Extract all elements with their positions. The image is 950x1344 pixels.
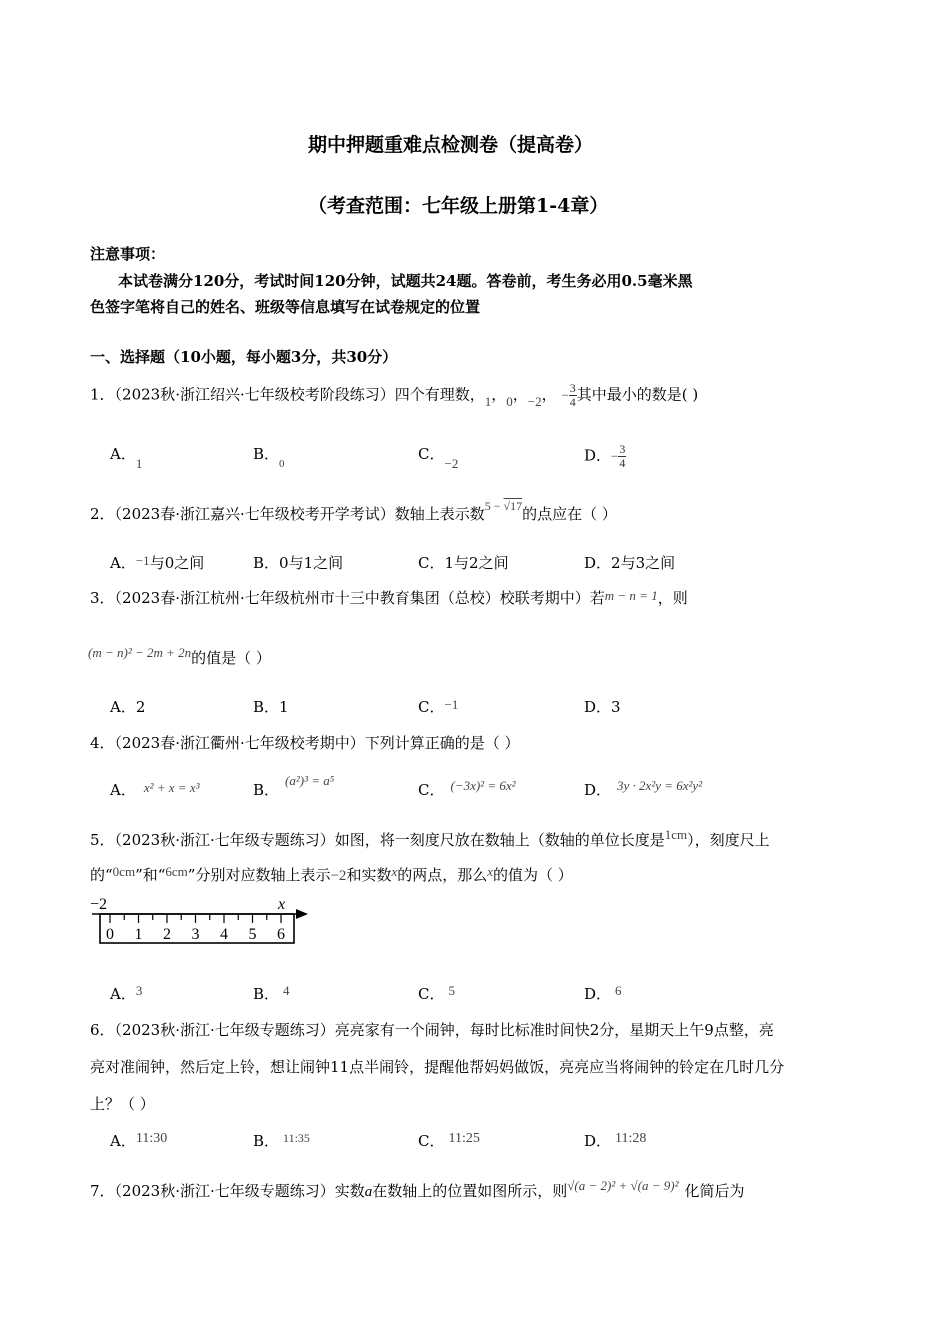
option-label: B． xyxy=(253,985,280,1003)
option-c[interactable] xyxy=(418,779,516,800)
option-a[interactable] xyxy=(110,983,142,1004)
math-expression: 11:35 xyxy=(283,1131,310,1145)
math-variable: a xyxy=(364,1184,373,1200)
math-expression: 6 xyxy=(615,983,622,998)
section-heading: 一、选择题（10小题，每小题3分，共30分） xyxy=(90,348,398,366)
option-a[interactable] xyxy=(110,443,143,471)
math-expression: 4 xyxy=(283,983,290,998)
ruler-tick-label: 5 xyxy=(248,926,257,943)
number-line-arrow xyxy=(296,909,308,919)
fraction xyxy=(618,443,626,470)
question-text: 的两点，那么 xyxy=(397,866,488,884)
fraction-denominator: 4 xyxy=(619,456,626,470)
option-label: D． xyxy=(584,781,612,799)
option-d[interactable]: D．2与3之间 xyxy=(584,554,676,572)
question-text: 3．（2023春·浙江杭州·七年级杭州市十三中教育集团（总校）校联考期中）若 xyxy=(90,589,605,607)
notice-line-2: 色签字笔将自己的姓名、班级等信息填写在试卷规定的位置 xyxy=(90,298,481,316)
option-label: C． xyxy=(418,1132,445,1150)
math-expression: x² + x = x³ xyxy=(143,780,200,795)
option-b[interactable] xyxy=(253,773,335,800)
option-a[interactable] xyxy=(110,552,204,573)
option-d[interactable] xyxy=(584,779,702,800)
math-expression: −2 xyxy=(330,868,347,884)
option-c[interactable] xyxy=(418,983,455,1004)
question-text: 的值为（ ） xyxy=(493,866,573,884)
math-expression: 11:28 xyxy=(615,1131,647,1146)
option-c[interactable] xyxy=(418,1130,480,1151)
ruler-tick-label: 3 xyxy=(191,926,200,943)
math-expression: 3y · 2x²y = 6x²y² xyxy=(617,778,703,793)
question-text: 的“ xyxy=(90,866,113,884)
option-c[interactable] xyxy=(418,696,458,717)
notice-line-1: 本试卷满分120分，考试时间120分钟，试题共24题。答卷前，考生务必用0.5毫米黑 xyxy=(118,272,693,290)
option-label: A． xyxy=(110,554,136,572)
option-a[interactable] xyxy=(110,1130,167,1151)
separator: ， xyxy=(512,385,528,404)
exam-title: 期中押题重难点检测卷（提高卷） xyxy=(308,134,594,156)
math-expression: 0 xyxy=(506,393,513,409)
fraction xyxy=(569,382,577,409)
question-text: 在数轴上的位置如图所示，则 xyxy=(372,1182,568,1200)
option-label: C． xyxy=(418,781,445,799)
option-label: D． xyxy=(584,1132,612,1150)
option-label: C． xyxy=(418,985,445,1003)
question-6-line-2: 亮对准闹钟，然后定上铃，想让闹钟11点半闹铃，提醒他帮妈妈做饭，亮亮应当将闹钟的铃定在几时几分 xyxy=(90,1058,785,1076)
math-term: √17 xyxy=(503,499,523,513)
option-b[interactable] xyxy=(253,443,285,470)
option-label: C． xyxy=(418,445,445,463)
question-text: 1．（2023秋·浙江绍兴·七年级校考阶段练习）四个有理数， xyxy=(90,385,485,404)
ruler-labels xyxy=(106,926,285,943)
fraction-numerator: 3 xyxy=(569,381,576,395)
option-text: 与0之间 xyxy=(149,554,205,572)
option-label: B． xyxy=(253,1132,280,1150)
question-text: ），刻度尺上 xyxy=(687,831,770,849)
question-tail: 的值是（ ） xyxy=(191,649,271,667)
question-1 xyxy=(90,382,698,409)
option-d[interactable] xyxy=(584,443,626,470)
option-label: B． xyxy=(253,445,280,463)
ruler-tick-label: 6 xyxy=(277,926,285,943)
math-expression: − xyxy=(561,387,569,403)
math-expression: 1cm xyxy=(664,827,688,842)
math-expression: x xyxy=(391,864,398,879)
question-6-line-3: 上？（ ） xyxy=(90,1095,155,1113)
question-text: 7．（2023秋·浙江·七年级专题练习）实数 xyxy=(90,1182,365,1200)
question-text: ”和“ xyxy=(135,866,166,884)
option-c[interactable]: C．1与2之间 xyxy=(418,554,509,572)
ruler-ticks xyxy=(110,914,281,923)
axis-right-label: x xyxy=(278,896,286,913)
math-expression: (−3x)² = 6x² xyxy=(450,778,516,793)
math-term: 5 − xyxy=(484,499,504,513)
ruler-tick-label: 1 xyxy=(134,926,143,943)
axis-left-label: −2 xyxy=(90,896,108,913)
option-b[interactable] xyxy=(253,983,290,1004)
math-expression: 6cm xyxy=(165,864,188,879)
ruler-tick-label: 4 xyxy=(220,926,228,943)
question-6: 6．（2023秋·浙江·七年级专题练习）亮亮家有一个闹钟，每时比标准时间快2分，星期天上午9点整，亮 xyxy=(90,1021,774,1039)
question-4: 4．（2023春·浙江衢州·七年级校考期中）下列计算正确的是（ ） xyxy=(90,734,520,752)
option-label: A． xyxy=(110,985,136,1003)
math-expression: − xyxy=(611,448,619,464)
option-d[interactable]: D．3 xyxy=(584,698,621,716)
option-d[interactable] xyxy=(584,1130,646,1151)
option-d[interactable] xyxy=(584,983,622,1004)
math-expression: 5 xyxy=(448,983,455,998)
separator: ， xyxy=(541,385,557,404)
fraction-denominator: 4 xyxy=(569,395,576,409)
option-a[interactable]: A．2 xyxy=(110,698,146,716)
math-expression: 1 xyxy=(135,456,143,471)
math-expression: −1 xyxy=(135,553,150,568)
math-expression: √(a − 2)² + √(a − 9)² xyxy=(567,1178,679,1193)
math-expression: 1 xyxy=(484,393,492,409)
question-tail: 其中最小的数是( ) xyxy=(576,385,699,404)
ruler-tick-label: 2 xyxy=(163,926,171,943)
math-expression: −2 xyxy=(444,456,459,471)
math-expression: x xyxy=(487,864,494,879)
option-label: A． xyxy=(110,1132,136,1150)
math-expression: 11:25 xyxy=(448,1131,480,1146)
math-expression: −1 xyxy=(444,697,459,712)
question-3-line-2 xyxy=(88,647,271,668)
option-c[interactable] xyxy=(418,443,459,471)
math-expression: 11:30 xyxy=(135,1131,168,1146)
exam-subtitle: （考查范围：七年级上册第1-4章） xyxy=(308,195,609,217)
option-label: D． xyxy=(584,985,612,1003)
question-text: 2．（2023春·浙江嘉兴·七年级校考开学考试）数轴上表示数 xyxy=(90,505,485,523)
question-text: ，则 xyxy=(657,589,688,607)
question-text: 5．（2023秋·浙江·七年级专题练习）如图，将一刻度尺放在数轴上（数轴的单位长度是 xyxy=(90,831,665,849)
notice-heading: 注意事项： xyxy=(90,245,166,263)
separator: ， xyxy=(491,385,507,404)
option-label: B． xyxy=(253,781,280,799)
math-expression: m − n = 1 xyxy=(604,588,658,603)
question-text: 和实数 xyxy=(346,866,392,884)
question-5-line-2 xyxy=(90,864,573,885)
option-label: D． xyxy=(584,446,612,465)
option-b[interactable] xyxy=(253,1130,310,1151)
math-expression: 0 xyxy=(279,458,285,470)
ruler-figure xyxy=(88,893,318,951)
option-b[interactable]: B．0与1之间 xyxy=(253,554,344,572)
math-expression: 3 xyxy=(135,983,143,998)
question-5 xyxy=(90,829,770,850)
math-expression xyxy=(485,499,522,513)
math-expression: 0cm xyxy=(112,864,136,879)
option-label: A． xyxy=(110,781,136,799)
question-3 xyxy=(90,587,688,608)
question-text: ”分别对应数轴上表示 xyxy=(187,866,331,884)
option-b[interactable]: B．1 xyxy=(253,698,289,716)
question-2 xyxy=(90,499,617,524)
question-7 xyxy=(90,1180,745,1201)
math-expression: (m − n)² − 2m + 2n xyxy=(88,645,192,660)
fraction-numerator: 3 xyxy=(619,442,626,456)
math-expression: −2 xyxy=(527,393,542,409)
question-tail: 化简后为 xyxy=(684,1182,745,1200)
option-a[interactable] xyxy=(110,779,200,800)
option-label: A． xyxy=(110,445,136,463)
option-label: C． xyxy=(418,698,445,716)
ruler-tick-label: 0 xyxy=(106,926,114,943)
math-expression: (a²)³ = a⁵ xyxy=(285,773,335,788)
question-tail: 的点应在（ ） xyxy=(522,505,617,523)
